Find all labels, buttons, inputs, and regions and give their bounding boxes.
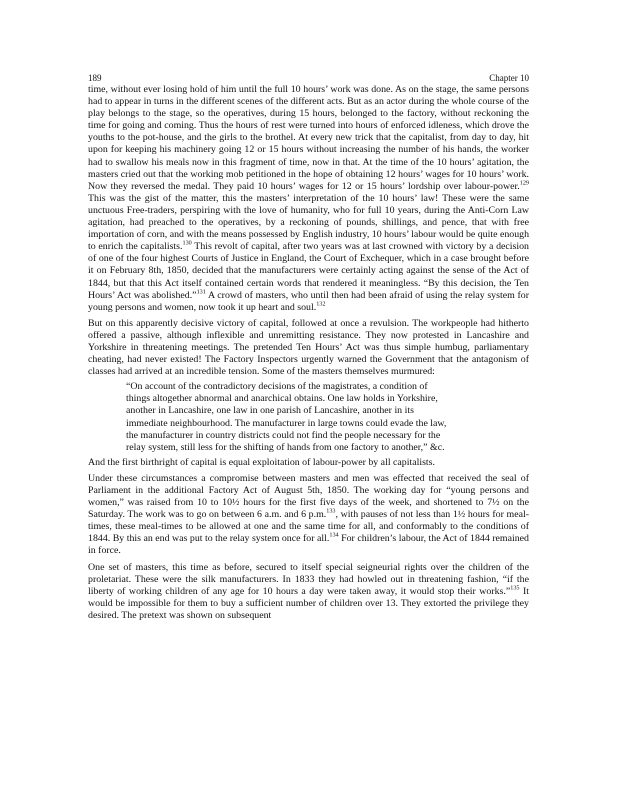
footnote-ref[interactable]: 133 [326, 507, 336, 515]
paragraph-1 [88, 84, 529, 314]
document-page [88, 72, 529, 622]
text-run: A crowd of masters, who until then had been afraid of using the relay system for young persons and women, now took it up heart and soul. [88, 289, 529, 313]
paragraph-5 [88, 562, 529, 622]
quote-line: immediate neighbourhood. The manufacturer in large towns could evade the law, [126, 417, 447, 429]
footnote-ref[interactable]: 131 [196, 288, 206, 296]
footnote-ref[interactable]: 132 [316, 300, 326, 308]
text-run: This revolt of capital, after two years was at last crowned with victory by a decision of one of the four highest Courts of Justice in England, the Court of Exchequer, which in a case brought before it on February 8th, 1850, decided that the manufacturers were certainly acting against the sense of the Act of 1844, but that this Act itself contained certain words that rendered it meaningless. “By this decision, the Ten Hours’ Act was abolished.” [88, 241, 529, 301]
paragraph-4 [88, 473, 529, 558]
text-run: It would be impossible for them to buy a sufficient number of children over 13. They extorted the privilege they desired. The pretext was shown on subsequent [88, 585, 529, 621]
footnote-ref[interactable]: 135 [510, 584, 520, 592]
quote-line: “On account of the contradictory decisions of the magistrates, a condition of [126, 381, 428, 393]
text-run: One set of masters, this time as before, secured to itself special seigneurial rights over the children of the proletariat. These were the silk manufacturers. In 1833 they had howled out in threatening fashion, “if the liberty of working children of any age for 10 hours a day were taken away, it would stop their works.” [88, 561, 529, 597]
text-run: time, without ever losing hold of him until the full 10 hours’ work was done. As on the stage, the same persons had to appear in turns in the different scenes of the different acts. But as an actor during the whole course of the play belongs to the stage, so the operatives, during 15 hours, belonged to the factory, without reckoning the time for going and coming. Thus the hours of rest were turned into hours of enforced idleness, which drove the youths to the pot-house, and the girls to the brothel. At every new trick that the capitalist, from day to day, hit upon for keeping his machinery going 12 or 15 hours without increasing the number of his hands, the worker had to swallow his meals now in this fragment of time, now in that. At the time of the 10 hours’ agitation, the masters cried out that the working mob petitioned in the hope of obtaining 12 hours’ wages for 10 hours’ work. Now they reversed the medal. They paid 10 hours’ wages for 12 or 15 hours’ lordship over labour-power. [88, 84, 529, 192]
footnote-ref[interactable]: 129 [519, 179, 529, 187]
paragraph-3: And the first birthright of capital is equal exploitation of labour-power by all capitalists. [88, 456, 435, 468]
quote-line: things altogether abnormal and anarchical obtains. One law holds in Yorkshire, [126, 393, 438, 405]
chapter-label: Chapter 10 [489, 73, 529, 83]
paragraph-2: But on this apparently decisive victory of capital, followed at once a revulsion. The workpeople had hitherto offered a passive, although inflexible and unremitting resistance. They now protested in Lancashire and Yorkshire in threatening meetings. The pretended Ten Hours’ Act was thus simple humbug, parliamentary cheating, had never existed! The Factory Inspectors urgently warned the Government that the antagonism of classes had arrived at an incredible tension. Some of the masters themselves murmured: [88, 317, 529, 378]
footnote-ref[interactable]: 134 [329, 532, 339, 540]
block-quote [126, 381, 476, 454]
page-header [88, 72, 529, 84]
quote-line: the manufacturer in country districts could not find the people necessary for the [126, 429, 441, 441]
quote-line: relay system, still less for the shifting of hands from one factory to another,” &c. [126, 441, 445, 453]
footnote-ref[interactable]: 130 [182, 239, 192, 247]
text-run: This was the gist of the matter, this the masters’ interpretation of the 10 hours’ law! These were the same unctuous Free-traders, perspiring with the love of humanity, who for full 10 years, during the Anti-Corn Law agitation, had preached to the operatives, by a reckoning of pounds, shillings, and pence, that with free importation of corn, and with the means possessed by English industry, 10 hours’ labour would be quite enough to enrich the capitalists. [88, 192, 530, 253]
text-run: For children’s labour, the Act of 1844 remained in force. [88, 533, 529, 557]
text-run: Under these circumstances a compromise between masters and men was effected that received the seal of Parliament in the additional Factory Act of August 5th, 1850. The working day for “young persons and women,” was raised from 10 to 10½ hours for the first five days of the week, and shortened to 7½ on the Saturday. The work was to go on between 6 a.m. and 6 p.m. [88, 472, 529, 521]
text-run: , with pauses of not less than 1½ hours for meal-times, these meal-times to be allowed at one and the same time for all, and conformably to the conditions of 1844. By this an end was put to the relay system once for all. [88, 509, 529, 545]
page-number: 189 [88, 73, 102, 83]
quote-line: another in Lancashire, one law in one parish of Lancashire, another in its [126, 405, 414, 417]
